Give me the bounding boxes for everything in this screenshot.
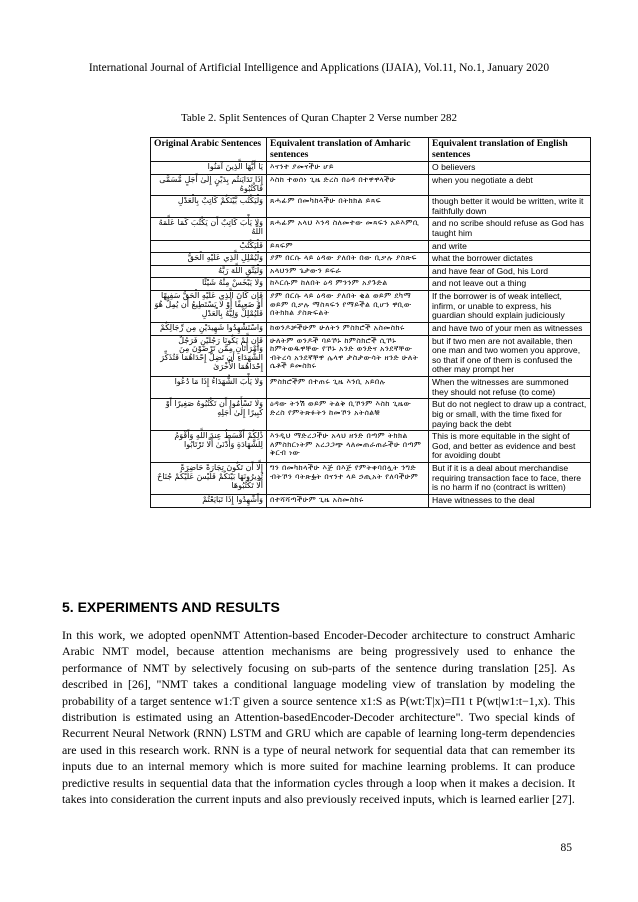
table-row [151,431,591,463]
arabic-cell: إِذَا تَدَايَنتُم بِدَيْنٍ إِلَىٰ أَجَلٍ مُّسَمًّى فَاكْتُبُوهُ [151,175,267,196]
table-row [151,291,591,323]
english-cell: Have witnesses to the deal [429,494,591,507]
english-cell: O believers [429,162,591,175]
english-cell: This is more equitable in the sight of God, and better as evidence and best for avoiding doubt [429,431,591,463]
arabic-cell: وَلْيَكْتُب بَّيْنَكُمْ كَاتِبٌ بِالْعَدْلِ [151,196,267,218]
table-row [151,265,591,278]
table-row [151,218,591,240]
english-cell: and write [429,240,591,253]
arabic-cell: ذَٰلِكُمْ أَقْسَطُ عِندَ اللَّهِ وَأَقْوَمُ لِلشَّهَادَةِ وَأَدْنَىٰ أَلَّا تَرْتَابُوا [151,431,267,463]
arabic-cell: فَإِن كَانَ الَّذِي عَلَيْهِ الْحَقُّ سَفِيهًا أَوْ ضَعِيفًا أَوْ لَا يَسْتَطِيعُ أَن يُمِلَّ هُوَ فَلْيُمْلِلْ وَلِيُّهُ بِالْعَدْلِ [151,291,267,323]
quran-translation-table [150,137,591,508]
table-row [151,335,591,377]
table-row [151,322,591,335]
amharic-cell: ይጻፍም [267,240,429,253]
arabic-cell: وَلَا يَأْبَ كَاتِبٌ أَن يَكْتُبَ كَمَا عَلَّمَهُ اللَّهُ [151,218,267,240]
amharic-cell: ጸሓፊም በመካከላችሁ በትክክል ይጻፍ [267,196,429,218]
amharic-cell: እንዲህ ማድረጋችሁ አላህ ዘንድ በጣም ትክክል ለምስክርነትም አረጋጋጭ ላለመጠራጠራችሁ በጣም ቅርብ ነው [267,431,429,463]
table-row [151,253,591,266]
arabic-cell: وَلْيُمْلِلِ الَّذِي عَلَيْهِ الْحَقُّ [151,253,267,266]
amharic-cell: ግን በመካከላችሁ እጅ በእጅ የምትቀባበሏት ንግድ ብትኾን ባትጽፏት በናንተ ላይ ኃጢአት የለባችሁም [267,463,429,495]
arabic-cell: وَلَا يَأْبَ الشُّهَدَاءُ إِذَا مَا دُعُوا [151,377,267,399]
amharic-cell: እናንተ ያመናችሁ ሆይ [267,162,429,175]
amharic-cell: ያም በርሱ ላይ ዕዳው ያለበት በው ቢቃሉ ያስጽፍ [267,253,429,266]
amharic-cell: ያም በርሱ ላይ ዕዳው ያለበት ቂል ወይም ደካማ ወይም ቢቃሉ ማስጻፍን የማይችል ቢሆን ዋቢው በትክክል ያስጽፍልት [267,291,429,323]
table-caption: Table 2. Split Sentences of Quran Chapter 2 Verse number 282 [180,112,458,124]
table-row [151,240,591,253]
table-body [151,162,591,507]
amharic-cell: ሁለትም ወንዶች ባይኾኑ ከምስክሮች ሲኾኑ ከምትወዱዋቸው የኾኑ አንድ ወንድና አንደኛቸው ብትረሳ አንደኛቸዋ ሌላዋ ታስታውሳት ዘንድ ሁለት ሴቶች ይመስክሩ [267,335,429,377]
arabic-cell: إِلَّا أَن تَكُونَ تِجَارَةً حَاضِرَةً تُدِيرُونَهَا بَيْنَكُمْ فَلَيْسَ عَلَيْكُمْ جُنَاحٌ أَلَّا تَكْتُبُوهَا [151,463,267,495]
english-cell: when you negotiate a debt [429,175,591,196]
english-cell: But do not neglect to draw up a contract, big or small, with the time fixed for paying back the debt [429,399,591,431]
amharic-cell: እስከ ተወሰነ ጊዜ ድረስ በዕዳ በተዋዋላችሁ [267,175,429,196]
english-cell: but if two men are not available, then one man and two women you approve, so that if one of them is confused the other may prompt her [429,335,591,377]
table-row [151,175,591,196]
table-row [151,494,591,507]
table-row [151,162,591,175]
arabic-cell: وَلَا تَسْأَمُوا أَن تَكْتُبُوهُ صَغِيرًا أَوْ كَبِيرًا إِلَىٰ أَجَلِهِ [151,399,267,431]
arabic-cell: فَإِن لَّمْ يَكُونَا رَجُلَيْنِ فَرَجُلٌ وَامْرَأَتَانِ مِمَّن تَرْضَوْنَ مِنَ الشُّهَدَاءِ أَن تَضِلَّ إِحْدَاهُمَا فَتُذَكِّرَ إِحْدَاهُمَا الْأُخْرَىٰ [151,335,267,377]
english-cell: though better it would be written, write it faithfully down [429,196,591,218]
english-cell: and no scribe should refuse as God has taught him [429,218,591,240]
table-row [151,463,591,495]
section-heading: 5. EXPERIMENTS AND RESULTS [62,599,280,615]
arabic-cell: وَاسْتَشْهِدُوا شَهِيدَيْنِ مِن رِّجَالِكُمْ [151,322,267,335]
amharic-cell: ከወንዶቻችሁም ሁለትን ምስክሮች አስመስክሩ [267,322,429,335]
english-cell: and have fear of God, his Lord [429,265,591,278]
table-row [151,196,591,218]
table-row [151,278,591,291]
amharic-cell: ጸሓፊም አላህ እንዳ ስለመተው መጻፍን አይእምቢ [267,218,429,240]
english-cell: If the borrower is of weak intellect, infirm, or unable to express, his guardian should explain judiciously [429,291,591,323]
arabic-cell: وَلَا يَبْخَسْ مِنْهُ شَيْئًا [151,278,267,291]
arabic-cell: فَلْيَكْتُبْ [151,240,267,253]
english-cell: But if it is a deal about merchandise requiring transaction face to face, there is no harm if no (contract is written) [429,463,591,495]
running-header: International Journal of Artificial Intelligence and Applications (IJAIA), Vol.11, No.1, January 2020 [88,62,550,74]
amharic-cell: ከእርሱም ከለበት ዕዳ ምንንም አያጉድል [267,278,429,291]
arabic-cell: وَلْيَتَّقِ اللَّهَ رَبَّهُ [151,265,267,278]
table-container [150,137,587,581]
table-row [151,399,591,431]
arabic-cell: وَأَشْهِدُوا إِذَا تَبَايَعْتُمْ [151,494,267,507]
header-english: Equivalent translation of English sentences [429,138,591,162]
english-cell: and not leave out a thing [429,278,591,291]
english-cell: and have two of your men as witnesses [429,322,591,335]
english-cell: When the witnesses are summoned they should not refuse (to come) [429,377,591,399]
arabic-cell: يَا أَيُّهَا الَّذِينَ آمَنُوا [151,162,267,175]
header-amharic: Equivalent translation of Amharic sentences [267,138,429,162]
amharic-cell: አላህንም ጌታውን ይፍራ [267,265,429,278]
body-paragraph: In this work, we adopted openNMT Attention-based Encoder-Decoder architecture to construct Amharic Arabic NMT model, because attention mechanisms are being progressively used to enhance the performance of NMT by selectively focusing on sub-parts of the sentence during translation [25]. As described in [26], "NMT takes a conditional language modeling view of translation by modeling the probability of a target sentence w1:T given a source sentence x1:S as P(wt:T|x)=Π1 t P(wt|w1:t−1,x). This distribution is estimated using an Attention-basedEncoder-Decoder architecture". Two special kinds of Recurrent Neural Network (RNN) LSTM and GRU which are capable of learning long-term dependencies are used in this research work. RNN is a type of neural network for sequential data that can remember its inputs due to an internal memory which is more suited for machine learning problems. It can produce predictive results in sequential data that the information cycles through a loop when it makes a decision. It takes into consideration the current inputs and also previously received inputs, which is learned earlier [27]. [62,628,575,807]
table-header-row [151,138,591,162]
amharic-cell: በተሻሻጣችሁም ጊዜ አስመስክሩ [267,494,429,507]
page-number: 85 [560,842,572,854]
english-cell: what the borrower dictates [429,253,591,266]
table-row [151,377,591,399]
amharic-cell: ዕዳው ትንሽ ወይም ትልቅ ቢኾንም እስከ ጊዜው ድረስ የምትጽፉትን ከመኾን አትሰልቹ [267,399,429,431]
amharic-cell: ምስክሮችም በተጠሩ ጊዜ እንቢ አይበሉ [267,377,429,399]
header-arabic: Original Arabic Sentences [151,138,267,162]
